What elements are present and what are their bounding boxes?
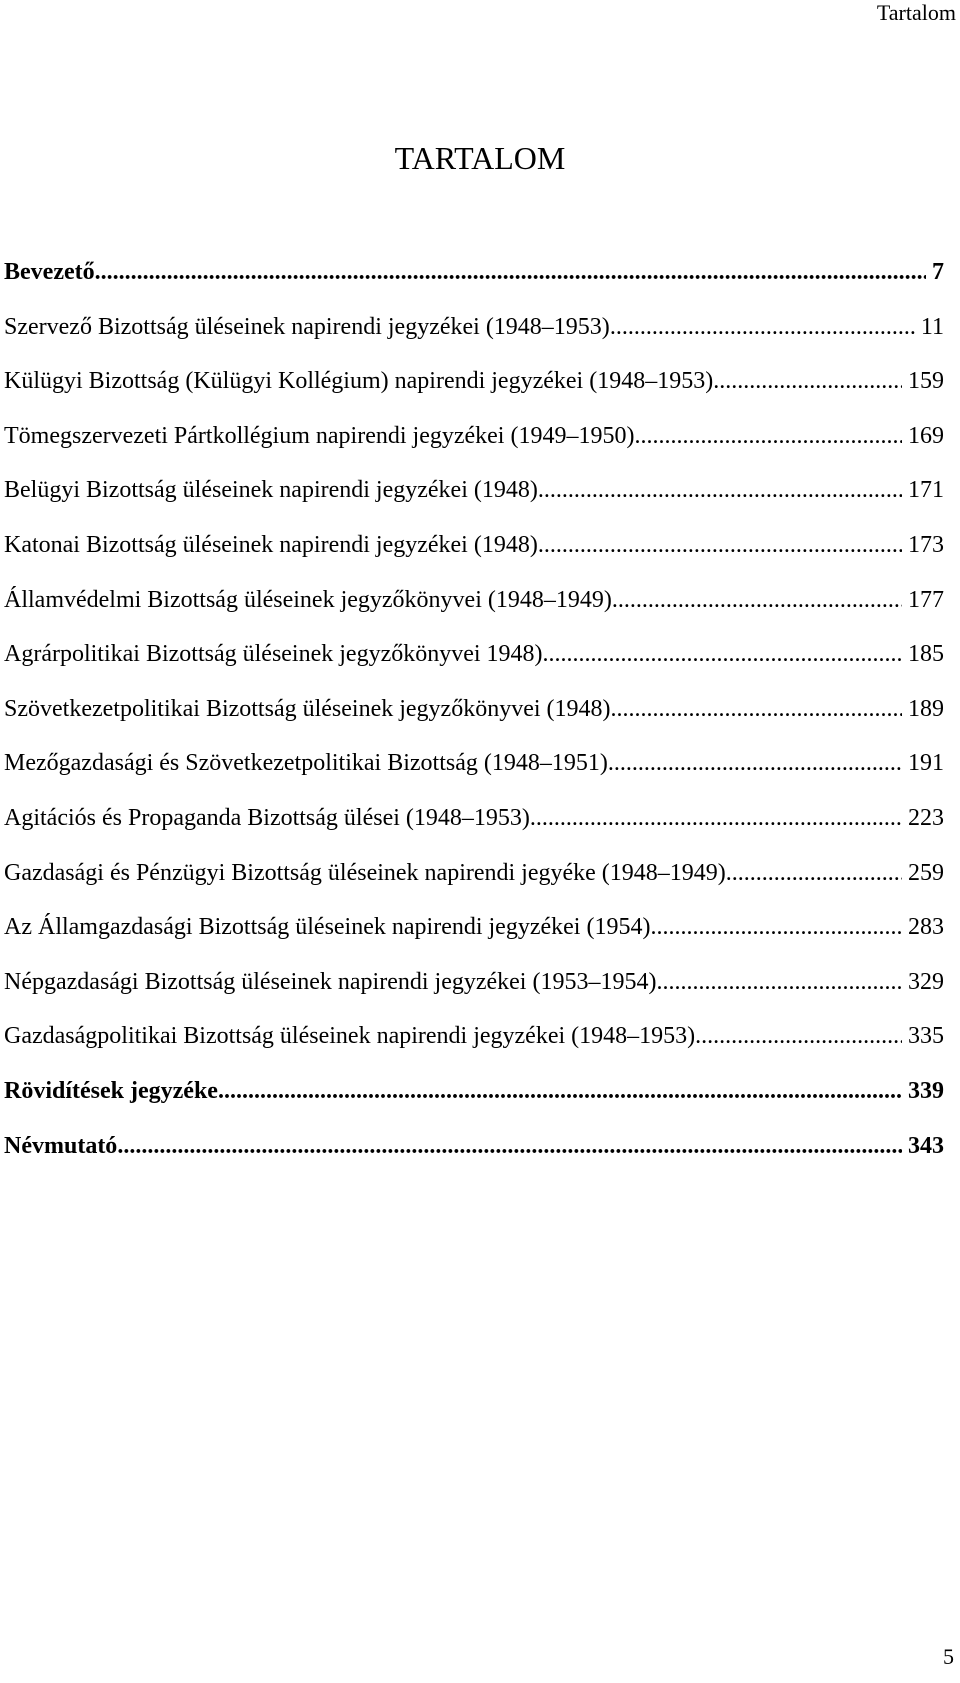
toc-entry-page: 7 [932,259,944,285]
toc-dot-leader [610,310,915,344]
toc-entry[interactable] [4,310,944,344]
toc-entry-title: Gazdasági és Pénzügyi Bizottság üléseinek napirendi jegyéke (1948–1949) [4,860,726,886]
toc-entry[interactable] [4,1019,944,1053]
toc-entry-title: Katonai Bizottság üléseinek napirendi jegyzékei (1948) [4,532,538,558]
toc-entry-title: Agrárpolitikai Bizottság üléseinek jegyzőkönyvei 1948) [4,641,543,667]
toc-entry-title: Népgazdasági Bizottság üléseinek napirendi jegyzékei (1953–1954) [4,969,657,995]
toc-entry-page: 171 [908,477,944,503]
toc-entry-title: Gazdaságpolitikai Bizottság üléseinek napirendi jegyzékei (1948–1953) [4,1023,696,1049]
toc-entry[interactable] [4,1074,944,1108]
toc-entry-page: 169 [908,423,944,449]
toc-entry-page: 189 [908,696,944,722]
toc-entry[interactable] [4,856,944,890]
toc-entry-title: Külügyi Bizottság (Külügyi Kollégium) napirendi jegyzékei (1948–1953) [4,368,714,394]
toc-entry-title: Szövetkezetpolitikai Bizottság üléseinek jegyzőkönyvei (1948) [4,696,611,722]
toc-entry-title: Névmutató [4,1133,118,1159]
toc-dot-leader [695,1019,902,1053]
toc-dot-leader [608,746,902,780]
toc-entry-title: Az Államgazdasági Bizottság üléseinek napirendi jegyzékei (1954) [4,914,651,940]
toc-dot-leader [543,637,902,671]
toc-entry-title: Rövidítések jegyzéke [4,1078,218,1104]
toc-dot-leader [530,801,902,835]
toc-entry-page: 185 [908,641,944,667]
toc-entry-page: 335 [908,1023,944,1049]
toc-dot-leader [713,364,902,398]
toc-dot-leader [117,1129,902,1163]
toc-dot-leader [650,910,902,944]
toc-entry-title: Mezőgazdasági és Szövetkezetpolitikai Bizottság (1948–1951) [4,750,608,776]
toc-entry[interactable] [4,473,944,507]
toc-entry[interactable] [4,419,944,453]
toc-entry[interactable] [4,910,944,944]
toc-dot-leader [656,965,902,999]
toc-entry-page: 283 [908,914,944,940]
toc-entry-page: 159 [908,368,944,394]
toc-entry[interactable] [4,364,944,398]
toc-dot-leader [612,583,902,617]
toc-dot-leader [538,473,902,507]
toc-dot-leader [726,856,902,890]
toc-entry-page: 177 [908,587,944,613]
toc-entry-title: Szervező Bizottság üléseinek napirendi jegyzékei (1948–1953) [4,314,610,340]
toc-dot-leader [611,692,902,726]
toc-entry[interactable] [4,1129,944,1163]
toc-entry-page: 173 [908,532,944,558]
toc-entry-page: 343 [908,1133,944,1159]
toc-entry-page: 329 [908,969,944,995]
toc-entry[interactable] [4,801,944,835]
toc-entry[interactable] [4,746,944,780]
toc-entry[interactable] [4,583,944,617]
toc-entry[interactable] [4,637,944,671]
toc-entry[interactable] [4,965,944,999]
toc-dot-leader [218,1074,902,1108]
toc-entry-page: 339 [908,1078,944,1104]
toc-entry[interactable] [4,692,944,726]
toc-dot-leader [634,419,902,453]
toc-entry-title: Bevezető [4,259,95,285]
toc-entry-title: Államvédelmi Bizottság üléseinek jegyzőkönyvei (1948–1949) [4,587,612,613]
toc-entry[interactable] [4,528,944,562]
running-header: Tartalom [876,0,956,25]
toc-entry[interactable] [4,255,944,289]
page-number: 5 [943,1644,954,1669]
toc-entry-page: 11 [920,314,944,340]
toc-entry-title: Agitációs és Propaganda Bizottság ülései (1948–1953) [4,805,530,831]
toc-entry-page: 191 [908,750,944,776]
toc-dot-leader [538,528,902,562]
toc-entry-title: Belügyi Bizottság üléseinek napirendi jegyzékei (1948) [4,477,538,503]
toc-entry-page: 259 [908,860,944,886]
toc-entry-page: 223 [908,805,944,831]
toc-entry-title: Tömegszervezeti Pártkollégium napirendi jegyzékei (1949–1950) [4,423,635,449]
page-title: TARTALOM [394,140,566,176]
toc-dot-leader [95,255,926,289]
